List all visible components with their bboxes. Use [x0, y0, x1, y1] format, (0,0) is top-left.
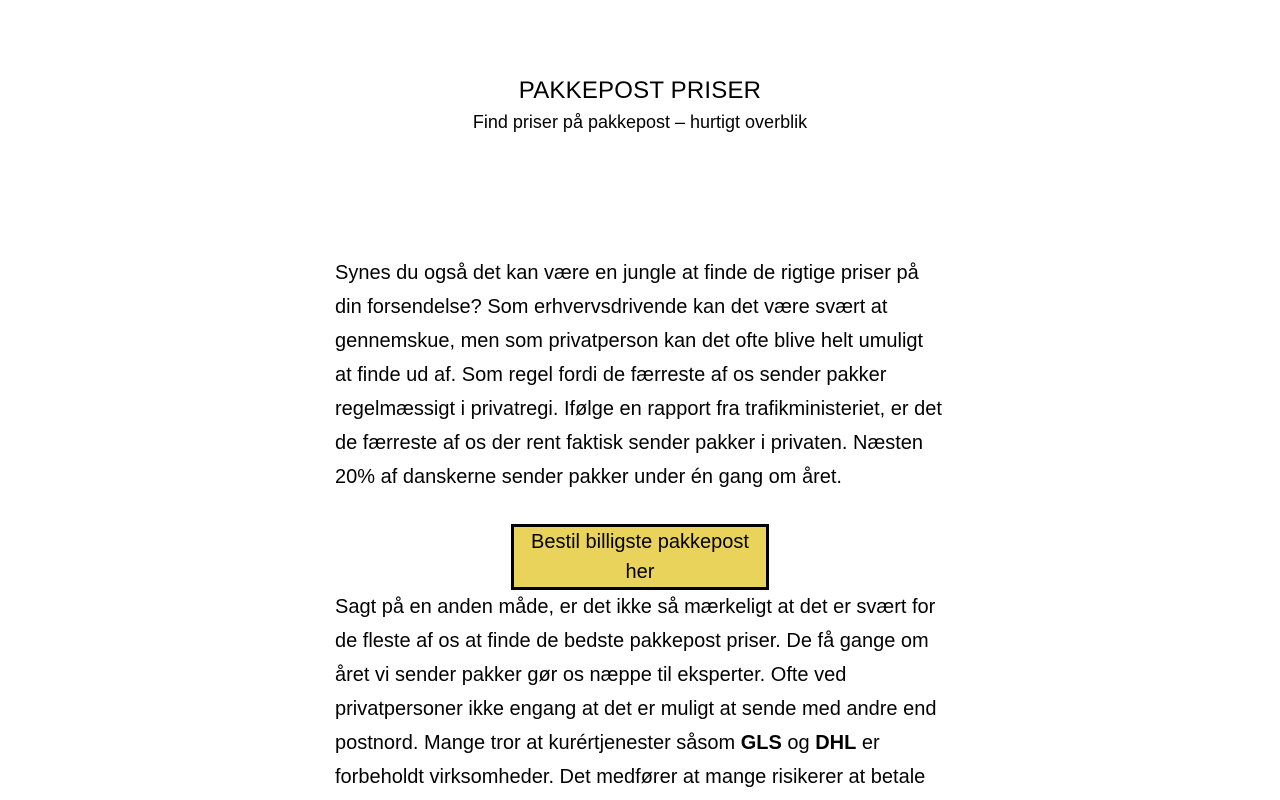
cta-container: [335, 524, 945, 583]
intro-paragraph: Synes du også det kan være en jungle at finde de rigtige priser på din forsendelse? Som erhvervsdrivende kan det være svært at gennemskue, men som privatperson kan det ofte blive helt umuligt at finde ud af. Som regel fordi de færreste af os sender pakker regelmæssigt i privatregi. Ifølge en rapport fra trafikministeriet, er det de færreste af os der rent faktisk sender pakker i privaten. Næsten 20% af danskerne sender pakker under én gang om året.: [335, 262, 942, 488]
brand-dhl: DHL: [815, 732, 857, 754]
article-content: [335, 256, 945, 794]
second-paragraph: [335, 590, 945, 794]
order-cheapest-parcel-button[interactable]: Bestil billigste pakkepost her: [511, 524, 769, 590]
second-paragraph-text-1: Sagt på en anden måde, er det ikke så mærkeligt at det er svært for de fleste af os at finde de bedste pakkepost priser. De få gange om året vi sender pakker gør os næppe til eksperter. Ofte ved privatpersoner ikke engang at det er muligt at sende med andre end postnord. Mange tror at kurértjenester såsom: [335, 596, 937, 754]
site-header: [0, 76, 1280, 134]
site-title[interactable]: PAKKEPOST PRISER: [518, 77, 762, 104]
site-tagline: Find priser på pakkepost – hurtigt overblik: [472, 112, 808, 132]
second-paragraph-text-2: og: [781, 732, 816, 754]
second-paragraph-text-3: er forbeholdt virksomheder. Det medfører at mange risikerer at betale: [335, 732, 926, 788]
brand-gls: GLS: [740, 732, 782, 754]
